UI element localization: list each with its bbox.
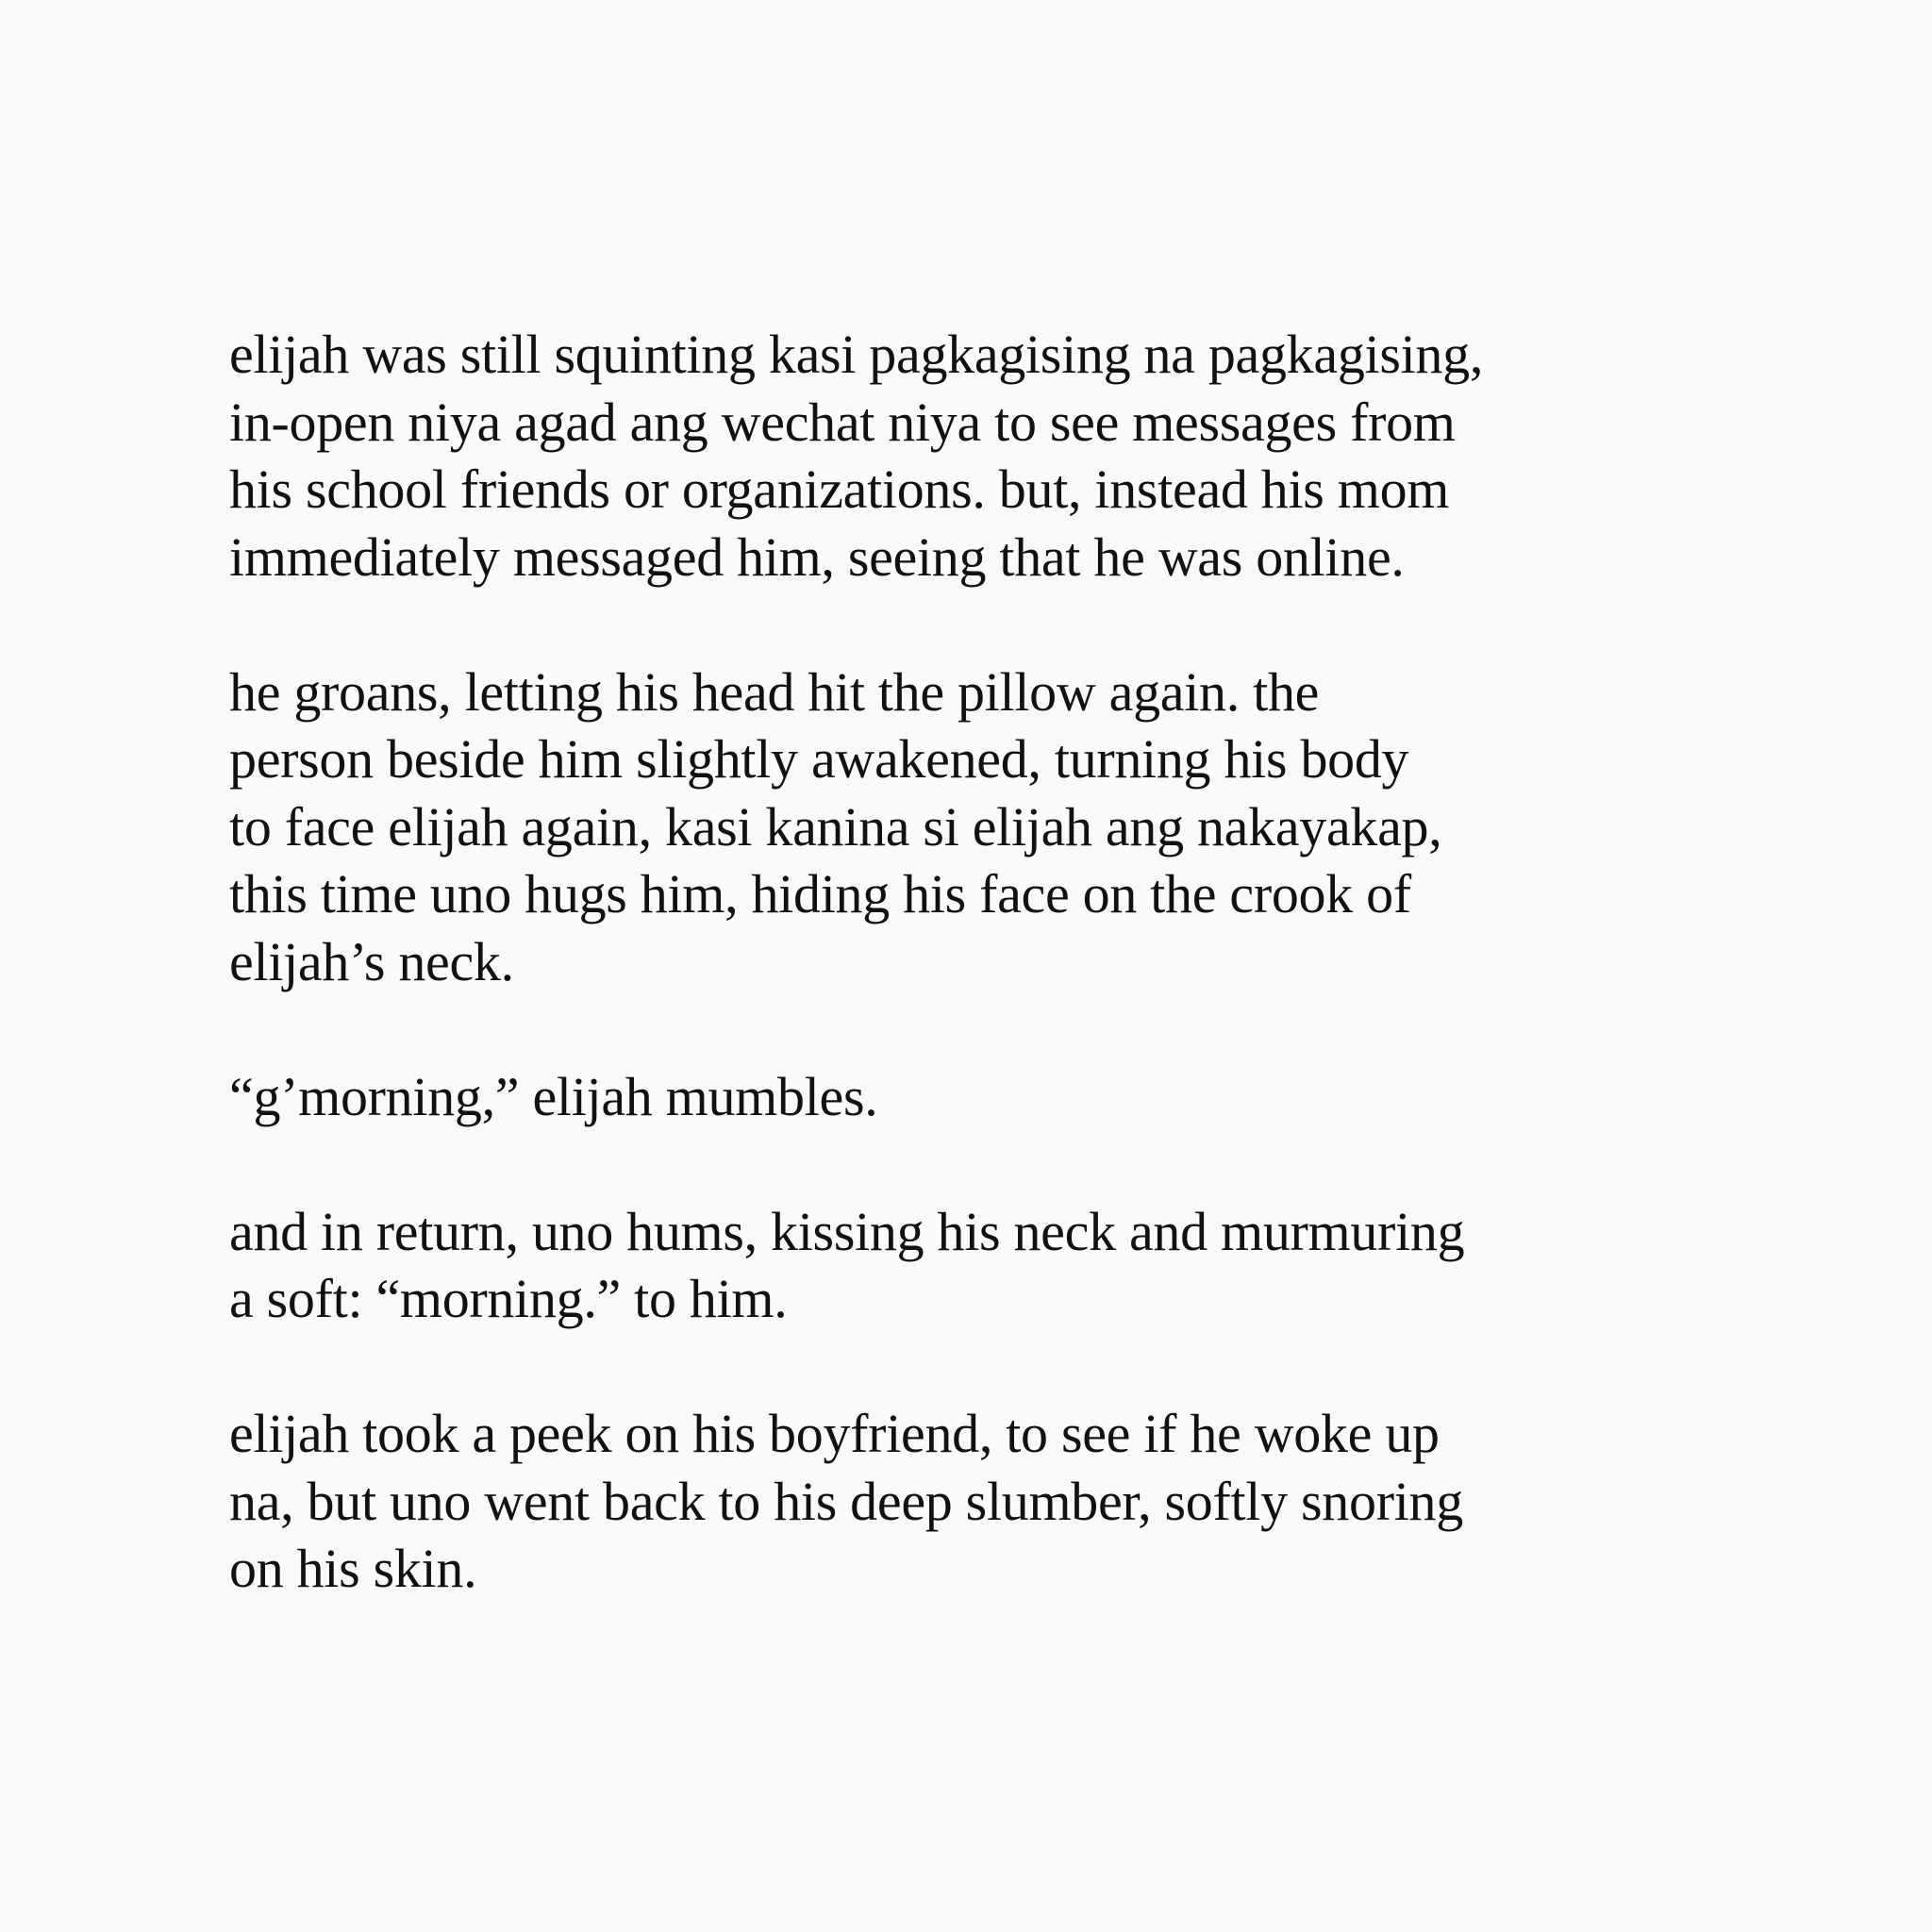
text-line: on his skin. <box>229 1538 477 1599</box>
paragraph-3 <box>229 1063 1776 1131</box>
text-line: in-open niya agad ang wechat niya to see messages from <box>229 391 1456 453</box>
paragraph-4 <box>229 1198 1776 1333</box>
text-line: na, but uno went back to his deep slumber, softly snoring <box>229 1470 1463 1532</box>
text-line: person beside him slightly awakened, turning his body <box>229 728 1409 790</box>
text-line: to face elijah again, kasi kanina si elijah ang nakayakap, <box>229 795 1442 858</box>
text-line: immediately messaged him, seeing that he was online. <box>229 525 1405 588</box>
story-text <box>229 321 1776 1603</box>
paragraph-2 <box>229 658 1776 996</box>
text-line: elijah’s neck. <box>229 930 514 992</box>
text-line: this time uno hugs him, hiding his face on the crook of <box>229 863 1411 924</box>
text-line: elijah was still squinting kasi pagkagising na pagkagising, <box>229 324 1484 385</box>
text-line: a soft: “morning.” to him. <box>229 1268 788 1329</box>
text-line: his school friends or organizations. but, instead his mom <box>229 458 1450 520</box>
text-line: and in return, uno hums, kissing his neck and murmuring <box>229 1200 1465 1262</box>
paragraph-5 <box>229 1400 1776 1603</box>
text-line: he groans, letting his head hit the pillow again. the <box>229 660 1320 723</box>
text-line: “g’morning,” elijah mumbles. <box>229 1065 878 1127</box>
text-line: elijah took a peek on his boyfriend, to see if he woke up <box>229 1403 1440 1464</box>
paragraph-1 <box>229 321 1776 591</box>
